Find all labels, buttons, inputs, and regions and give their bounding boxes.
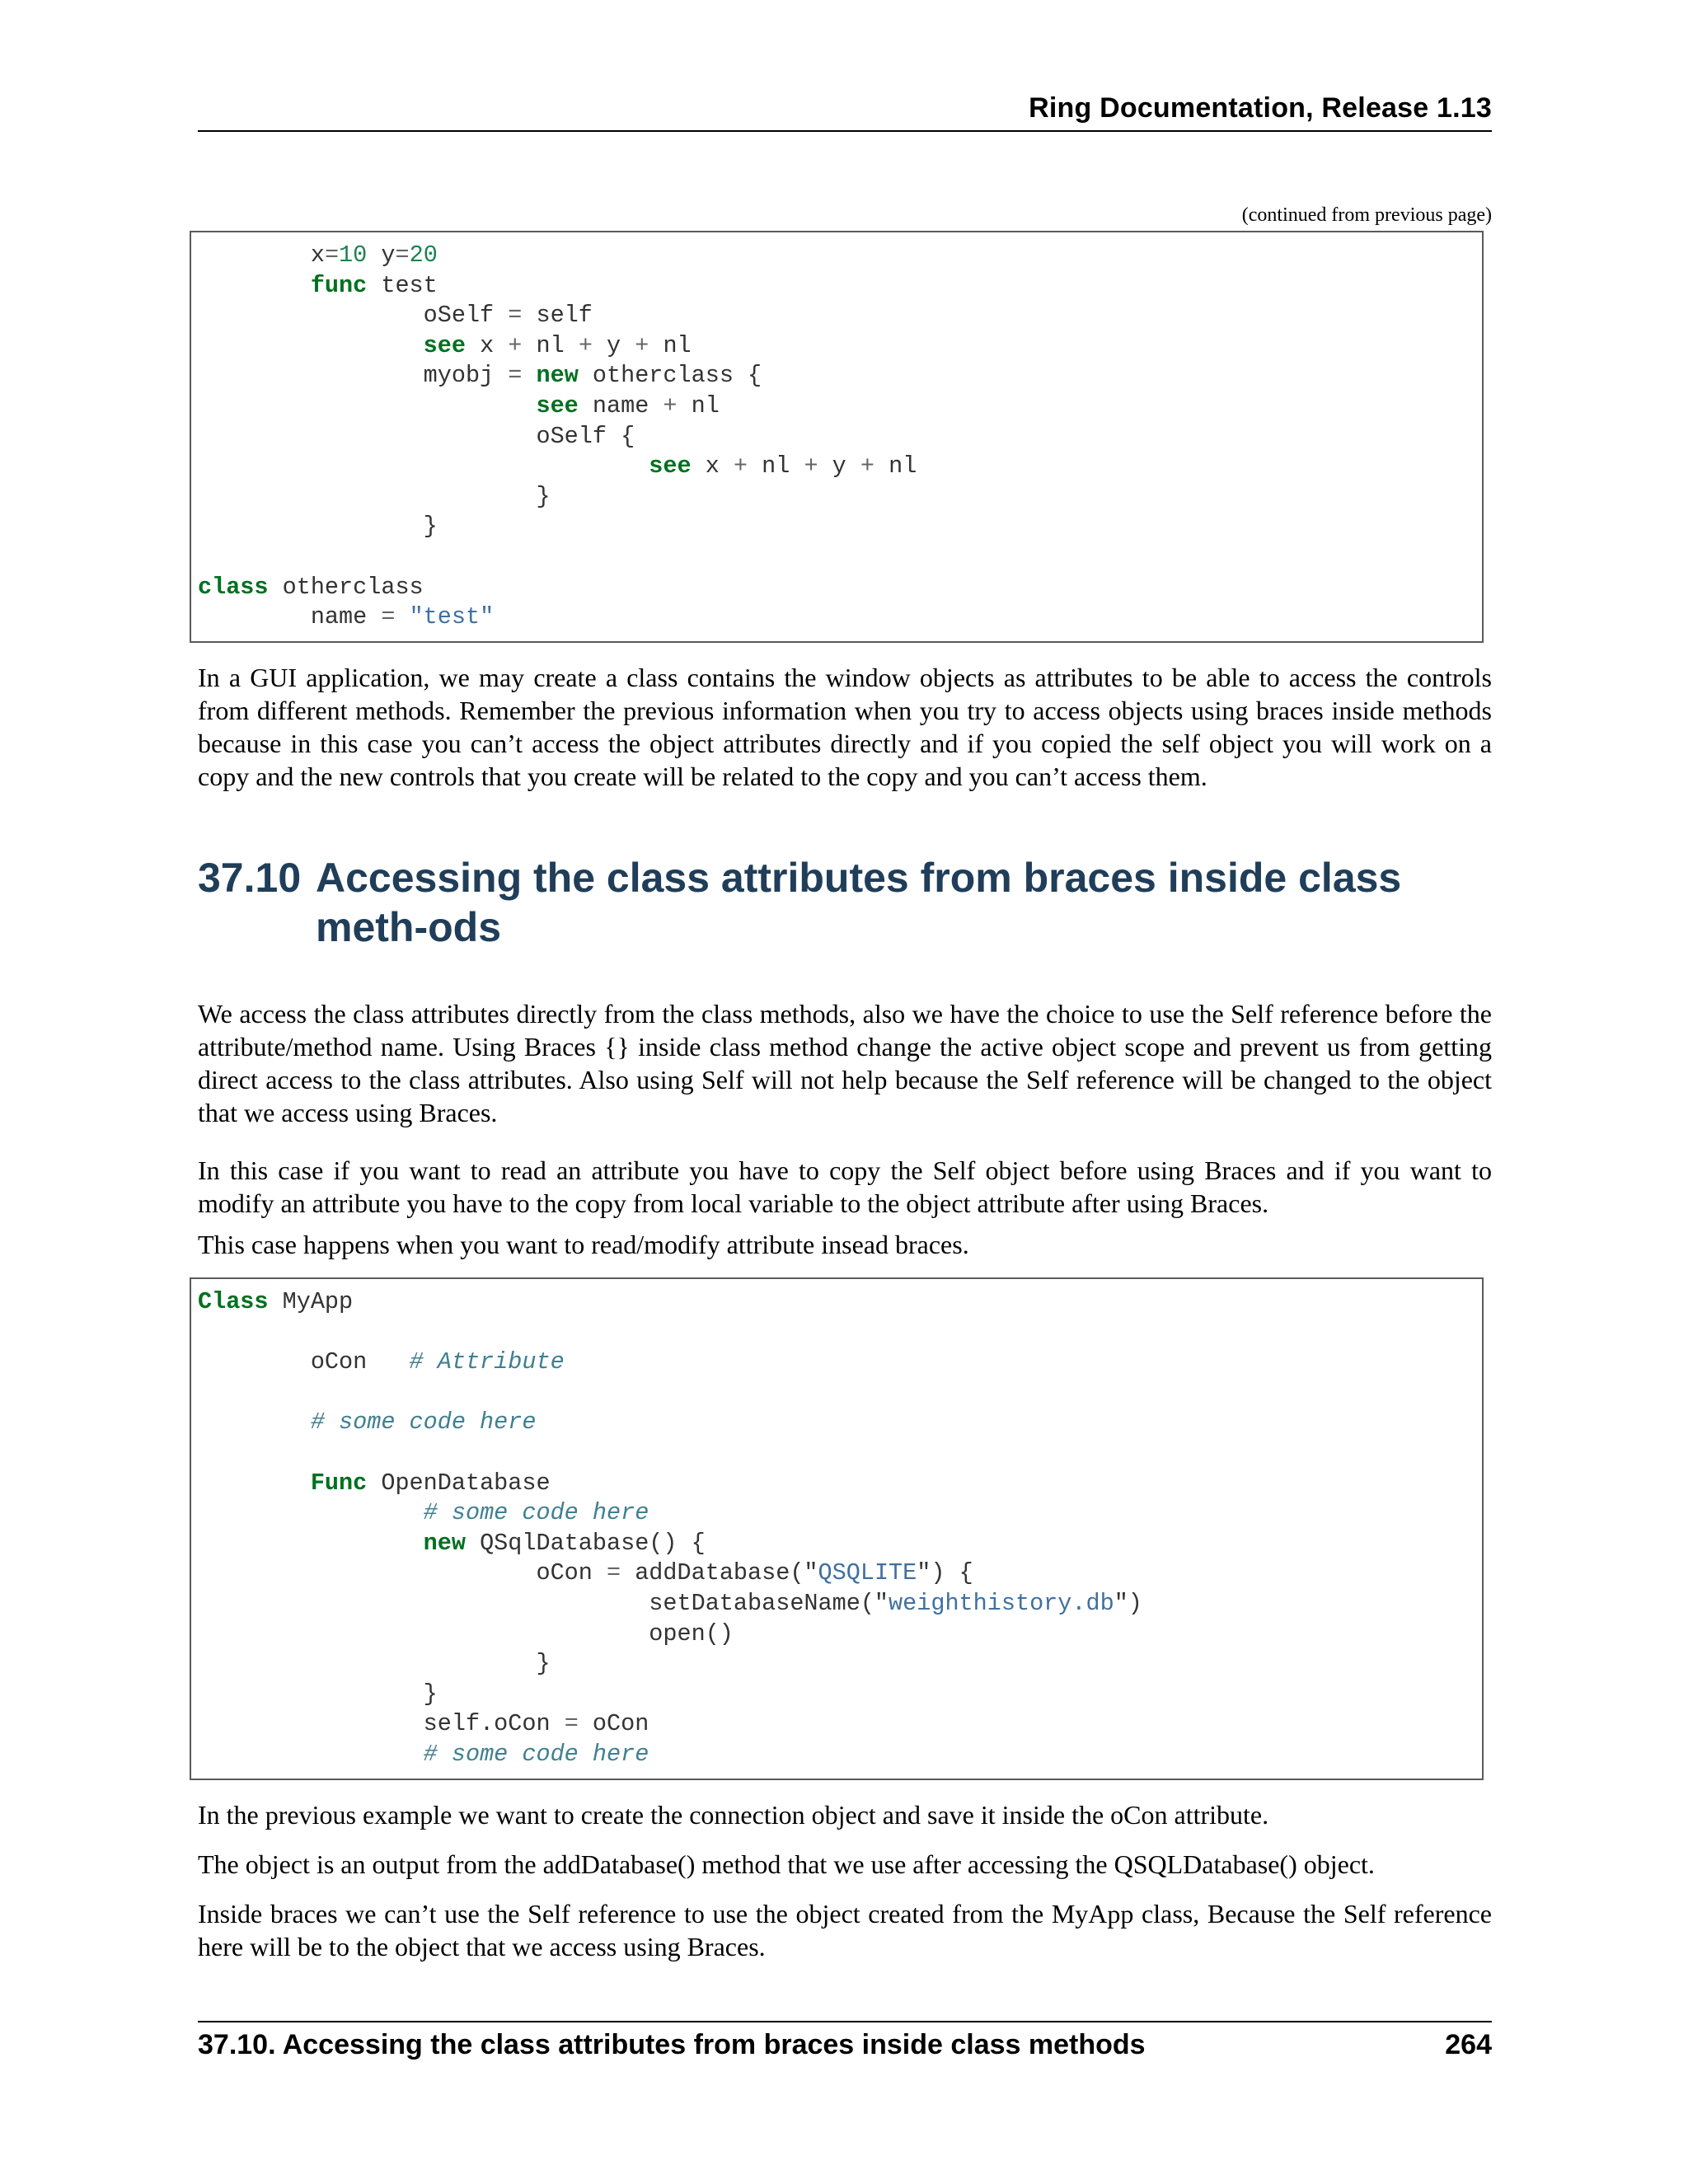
code-token: QSQLITE — [818, 1559, 917, 1587]
code-token: # some code here — [423, 1499, 649, 1527]
code-token — [198, 1499, 424, 1526]
continued-note: (continued from previous page) — [1241, 204, 1492, 226]
code-token: weighthistory.db — [889, 1589, 1114, 1617]
paragraph-object-output: The object is an output from the addDatabase() method that we use after accessing the QSQLDatabase() object. — [198, 1849, 1375, 1879]
section-heading — [198, 853, 1492, 952]
code-token: self — [522, 302, 593, 330]
code-line — [198, 1347, 1475, 1378]
code-token: + — [860, 452, 874, 480]
code-token — [198, 1408, 311, 1436]
code-line — [198, 391, 1475, 422]
code-token: = — [395, 241, 410, 269]
code-token — [367, 241, 381, 269]
code-token: otherclass { — [578, 362, 762, 390]
code-line — [198, 1709, 1475, 1740]
code-line — [198, 1589, 1475, 1619]
code-line — [198, 512, 1475, 542]
code-token: = — [508, 362, 523, 390]
code-token: x — [465, 331, 509, 359]
code-token: otherclass — [268, 573, 424, 601]
code-token: QSqlDatabase() { — [465, 1529, 706, 1557]
code-token: } — [198, 482, 551, 510]
code-token: ") — [1114, 1589, 1142, 1617]
code-token: nl — [874, 452, 917, 480]
code-token: = — [381, 603, 396, 631]
code-token: MyApp — [268, 1288, 354, 1315]
code-token: name — [578, 391, 663, 419]
code-token: 10 — [339, 241, 368, 269]
code-line — [198, 1649, 1475, 1680]
code-line — [198, 542, 1475, 573]
code-token: oSelf { — [198, 422, 635, 450]
code-token: x — [310, 241, 325, 269]
code-token: + — [578, 331, 593, 359]
code-token: = — [324, 241, 340, 269]
code-token: + — [804, 452, 818, 480]
code-token: # some code here — [423, 1740, 649, 1768]
code-token: + — [663, 391, 678, 419]
code-token: ") { — [917, 1559, 973, 1587]
code-line — [198, 573, 1475, 603]
code-token: = — [606, 1559, 621, 1587]
code-line — [198, 1680, 1475, 1710]
section-number: 37.10 — [198, 855, 302, 901]
code-token: nl — [677, 391, 720, 419]
code-line — [198, 1558, 1475, 1589]
code-token: open() — [198, 1619, 734, 1647]
code-token — [198, 392, 536, 419]
code-line — [198, 331, 1475, 362]
code-token: new — [536, 362, 579, 390]
paragraph-gui-application: In a GUI application, we may create a class contains the window objects as attributes to be able to access the controls from different methods. Remember the previous information when you try to access objects using braces inside methods because in this case you can’t access the object attributes directly and if you copied the self object you will work on a copy and the new controls that you create will be related to the copy and you can’t access them. — [198, 663, 1492, 791]
paragraph-copy-self: In this case if you want to read an attribute you have to copy the Self object before using Braces and if you want to modify an attribute you have to the copy from local variable to the object attribute after using Braces. — [198, 1155, 1492, 1218]
code-token: x — [691, 452, 734, 480]
code-line — [198, 271, 1475, 302]
code-line — [198, 1740, 1475, 1770]
code-block-1 — [190, 231, 1484, 643]
code-token — [395, 603, 409, 630]
section-title-text: Accessing the class attributes from braces inside class meth-ods — [316, 855, 1402, 950]
code-token — [198, 332, 424, 359]
code-token: name — [198, 603, 382, 631]
code-line — [198, 1498, 1475, 1529]
code-token: see — [536, 391, 579, 419]
code-line — [198, 602, 1475, 633]
code-token: Func — [310, 1469, 368, 1497]
code-token: + — [508, 331, 523, 359]
code-token — [198, 272, 311, 299]
code-token: # Attribute — [409, 1348, 565, 1376]
code-token: } — [198, 513, 438, 541]
code-token: oCon — [578, 1710, 649, 1738]
code-token: = — [564, 1710, 579, 1738]
page-number: 264 — [1445, 2029, 1492, 2060]
code-token: Class — [198, 1288, 269, 1315]
code-token: class — [198, 573, 269, 601]
code-token: } — [198, 1680, 438, 1708]
code-token: myobj — [198, 362, 509, 390]
paragraph-previous-example: In the previous example we want to create the connection object and save it inside the oCon attribute. — [198, 1800, 1269, 1830]
code-block-2 — [190, 1277, 1484, 1780]
code-token — [198, 241, 311, 269]
footer-section-title: 37.10. Accessing the class attributes from braces inside class methods — [198, 2029, 1146, 2060]
code-line — [198, 1408, 1475, 1438]
code-line — [198, 1438, 1475, 1469]
code-token: nl — [522, 331, 579, 359]
code-line — [198, 452, 1475, 482]
code-line — [198, 482, 1475, 513]
code-token: oCon — [198, 1559, 607, 1587]
code-token: } — [198, 1650, 551, 1678]
code-token: y — [818, 452, 860, 480]
code-token: # some code here — [310, 1408, 537, 1436]
code-token: nl — [748, 452, 804, 480]
code-token: nl — [649, 331, 692, 359]
code-token: y — [381, 241, 396, 269]
code-token — [198, 1530, 424, 1557]
code-token: 20 — [409, 241, 438, 269]
code-token: y — [592, 331, 635, 359]
code-token: oSelf — [198, 302, 509, 330]
code-token: addDatabase(" — [621, 1559, 818, 1587]
code-token: func — [310, 271, 368, 299]
code-token: setDatabaseName(" — [198, 1589, 889, 1617]
code-token — [198, 1469, 311, 1497]
code-line — [198, 361, 1475, 391]
code-token: self.oCon — [198, 1710, 565, 1738]
running-header: Ring Documentation, Release 1.13 — [1029, 92, 1492, 124]
code-line — [198, 241, 1475, 271]
paragraph-case-happens: This case happens when you want to read/modify attribute insead braces. — [198, 1230, 969, 1259]
code-token: "test" — [409, 603, 495, 631]
code-token: new — [423, 1529, 466, 1557]
code-token: oCon — [198, 1348, 410, 1376]
code-line — [198, 1529, 1475, 1559]
code-line — [198, 1378, 1475, 1408]
code-token — [522, 362, 536, 389]
code-token: see — [423, 331, 466, 359]
code-line — [198, 1469, 1475, 1499]
code-token — [198, 452, 649, 480]
code-line — [198, 422, 1475, 452]
paragraph-class-attributes: We access the class attributes directly from the class methods, also we have the choice to use the Self reference before the attribute/method name. Using Braces {} inside class method change the active object scope and prevent us from getting direct access to the class attributes. Also using Self will not help because the Self reference will be changed to the object that we access using Braces. — [198, 999, 1492, 1127]
code-token: test — [367, 271, 438, 299]
code-token — [198, 1741, 424, 1768]
header-divider — [198, 130, 1492, 132]
paragraph-inside-braces: Inside braces we can’t use the Self reference to use the object created from the MyApp class, Because the Self reference here will be to the object that we access using Braces. — [198, 1899, 1492, 1961]
code-token: OpenDatabase — [367, 1469, 551, 1497]
code-token: + — [635, 331, 649, 359]
code-token: + — [733, 452, 748, 480]
code-line — [198, 1287, 1475, 1318]
code-token: = — [508, 302, 523, 330]
code-token: see — [649, 452, 692, 480]
code-line — [198, 1619, 1475, 1650]
code-line — [198, 1318, 1475, 1348]
code-line — [198, 301, 1475, 331]
footer-divider — [198, 2021, 1492, 2022]
